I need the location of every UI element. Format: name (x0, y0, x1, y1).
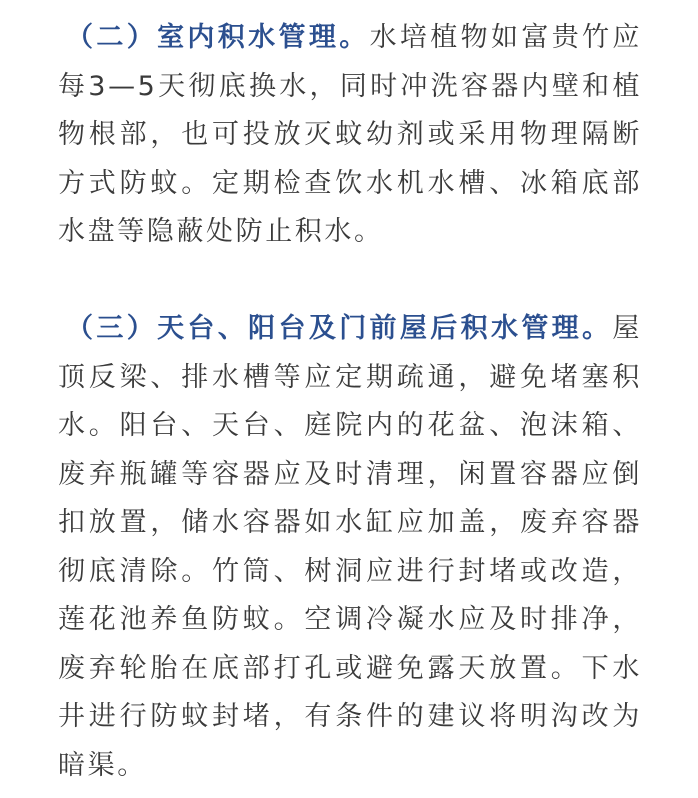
section-paragraph-3 (58, 305, 642, 790)
section-title-2: 室内积水管理。 (157, 22, 370, 53)
section-title-3: 天台、阳台及门前屋后积水管理。 (157, 313, 613, 344)
section-number-2: （二） (66, 22, 158, 53)
section-body-3: 屋顶反梁、排水槽等应定期疏通，避免堵塞积水。阳台、天台、庭院内的花盆、泡沫箱、废弃瓶罐等容器应及时清理，闲置容器应倒扣放置，储水容器如水缸应加盖，废弃容器彻底清除。竹筒、树洞应进行封堵或改造，莲花池养鱼防蚊。空调冷凝水应及时排净，废弃轮胎在底部打孔或避免露天放置。下水井进行防蚊封堵，有条件的建议将明沟改为暗渠。 (58, 313, 643, 781)
article-content (58, 14, 642, 790)
section-body-2: 水培植物如富贵竹应每3—5天彻底换水，同时冲洗容器内壁和植物根部，也可投放灭蚊幼剂或采用物理隔断方式防蚊。定期检查饮水机水槽、冰箱底部水盘等隐蔽处防止积水。 (58, 22, 642, 247)
section-paragraph-2 (58, 14, 642, 257)
section-number-3: （三） (66, 313, 158, 344)
section-heading-2 (58, 22, 370, 53)
section-heading-3 (58, 313, 612, 344)
